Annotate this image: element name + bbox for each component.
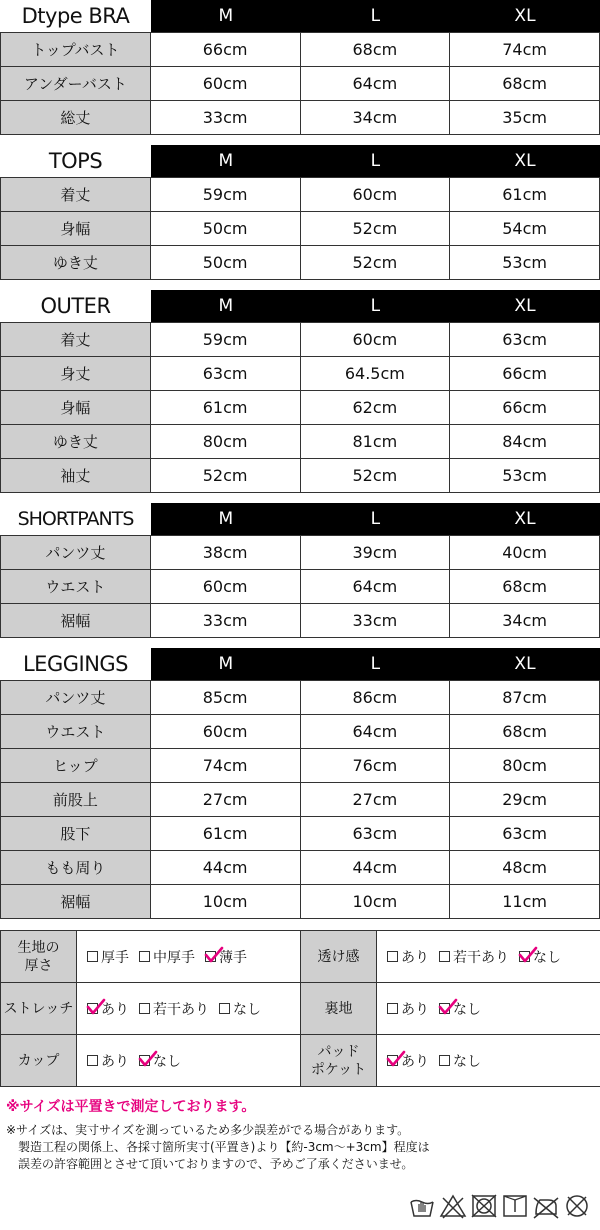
size-note-red: ※サイズは平置きで測定しております。 (6, 1099, 256, 1115)
checkbox-icon (387, 951, 398, 962)
measurement-cell: 60cm (301, 178, 451, 211)
size-table (0, 503, 600, 638)
option-label: あり (101, 1001, 129, 1018)
table-row (1, 749, 600, 783)
row-label: 前股上 (1, 783, 151, 816)
measurement-cell: 87cm (450, 681, 600, 714)
table-row (1, 604, 600, 638)
measurement-cell: 39cm (301, 536, 451, 569)
measurement-cell: 50cm (151, 212, 301, 245)
measurement-cell: 80cm (450, 749, 600, 782)
option-label: あり (401, 949, 429, 966)
measurement-cell: 10cm (151, 885, 301, 918)
row-label: ウエスト (1, 715, 151, 748)
fabric-row (1, 1035, 600, 1087)
option-group (377, 983, 600, 1034)
measurement-cell: 50cm (151, 246, 301, 279)
no-iron-icon (532, 1192, 560, 1220)
measurement-cell: 81cm (301, 425, 451, 458)
measurement-cell: 64cm (301, 67, 451, 100)
checkbox-icon (87, 951, 98, 962)
option-label: なし (453, 1001, 481, 1018)
option-label: なし (453, 1053, 481, 1070)
table-row (1, 681, 600, 715)
measurement-cell: 52cm (151, 459, 301, 492)
option-label: 若干あり (453, 949, 509, 966)
size-column-header: XL (514, 296, 536, 316)
checkbox-option (87, 999, 129, 1019)
option-group (77, 1035, 301, 1086)
checkbox-option (387, 1051, 429, 1071)
measurement-cell: 11cm (450, 885, 600, 918)
measurement-cell: 34cm (301, 101, 451, 134)
option-group (77, 931, 301, 982)
checkbox-option (139, 947, 195, 967)
fabric-label: 透け感 (301, 931, 377, 982)
table-row (1, 425, 600, 459)
size-table (0, 145, 600, 280)
row-label: トップバスト (1, 33, 151, 66)
table-title: TOPS (48, 149, 103, 173)
fabric-label: 生地の 厚さ (1, 931, 77, 982)
table-row (1, 715, 600, 749)
table-row (1, 459, 600, 493)
measurement-cell: 86cm (301, 681, 451, 714)
measurement-cell: 64cm (301, 570, 451, 603)
checkbox-icon (139, 1003, 150, 1014)
size-column-header: L (370, 296, 381, 316)
table-row (1, 357, 600, 391)
measurement-cell: 63cm (450, 323, 600, 356)
table-title: SHORTPANTS (17, 508, 134, 530)
disclaimer-line-2: 製造工程の関係上、各採寸箇所実寸(平置き)より【約-3cm〜+3cm】程度は (18, 1140, 430, 1154)
measurement-cell: 10cm (301, 885, 451, 918)
measurement-cell: 66cm (450, 391, 600, 424)
no-tumble-dry-icon (470, 1192, 498, 1220)
table-row (1, 536, 600, 570)
checkbox-icon (219, 1003, 230, 1014)
row-label: ヒップ (1, 749, 151, 782)
table-header (0, 0, 600, 32)
no-bleach-icon (439, 1192, 467, 1220)
measurement-cell: 52cm (301, 459, 451, 492)
size-header-bar (151, 648, 600, 680)
table-body (0, 680, 600, 919)
measurement-cell: 85cm (151, 681, 301, 714)
row-label: 身幅 (1, 212, 151, 245)
measurement-cell: 61cm (151, 391, 301, 424)
option-label: あり (401, 1053, 429, 1070)
row-label: 股下 (1, 817, 151, 850)
fabric-label: カップ (1, 1035, 77, 1086)
size-column-header: M (218, 151, 234, 171)
size-header-bar (151, 503, 600, 535)
fabric-row (1, 983, 600, 1035)
measurement-cell: 44cm (151, 851, 301, 884)
size-column-header: XL (514, 654, 536, 674)
no-dry-clean-icon (563, 1192, 591, 1220)
hand-wash-icon (408, 1192, 436, 1220)
size-column-header: M (218, 654, 234, 674)
measurement-cell: 74cm (151, 749, 301, 782)
size-header-bar (151, 145, 600, 177)
measurement-cell: 68cm (450, 67, 600, 100)
fabric-row (1, 931, 600, 983)
table-row (1, 391, 600, 425)
option-label: なし (533, 949, 561, 966)
measurement-cell: 52cm (301, 212, 451, 245)
table-row (1, 101, 600, 135)
checkbox-icon (87, 1055, 98, 1066)
table-row (1, 851, 600, 885)
size-header-bar (151, 290, 600, 322)
measurement-cell: 54cm (450, 212, 600, 245)
table-header (0, 290, 600, 322)
row-label: 袖丈 (1, 459, 151, 492)
checked-box-icon (439, 1003, 450, 1014)
row-label: もも周り (1, 851, 151, 884)
checkbox-icon (439, 951, 450, 962)
measurement-cell: 33cm (301, 604, 451, 637)
row-label: 裾幅 (1, 604, 151, 637)
measurement-cell: 40cm (450, 536, 600, 569)
measurement-cell: 64.5cm (301, 357, 451, 390)
checkbox-option (87, 947, 129, 967)
row-label: アンダーバスト (1, 67, 151, 100)
option-group (377, 931, 600, 982)
line-dry-icon (501, 1192, 529, 1220)
table-row (1, 212, 600, 246)
measurement-cell: 66cm (450, 357, 600, 390)
table-body (0, 177, 600, 280)
measurement-cell: 80cm (151, 425, 301, 458)
measurement-cell: 53cm (450, 459, 600, 492)
option-label: あり (101, 1053, 129, 1070)
option-label: 若干あり (153, 1001, 209, 1018)
table-row (1, 885, 600, 919)
size-column-header: M (218, 6, 234, 26)
option-label: 薄手 (219, 949, 247, 966)
size-column-header: M (218, 509, 234, 529)
option-group (77, 983, 301, 1034)
checkbox-option (439, 947, 509, 967)
table-header (0, 145, 600, 177)
measurement-cell: 60cm (151, 570, 301, 603)
fabric-label: 裏地 (301, 983, 377, 1034)
care-icons (408, 1192, 594, 1220)
checkbox-icon (439, 1055, 450, 1066)
table-row (1, 817, 600, 851)
measurement-cell: 27cm (301, 783, 451, 816)
row-label: 着丈 (1, 323, 151, 356)
measurement-cell: 59cm (151, 178, 301, 211)
size-header-bar (151, 0, 600, 32)
checked-box-icon (205, 951, 216, 962)
checkbox-option (387, 999, 429, 1019)
measurement-cell: 84cm (450, 425, 600, 458)
fabric-properties-table (0, 930, 600, 1087)
checkbox-option (519, 947, 561, 967)
checkbox-option (439, 1051, 481, 1071)
fabric-label: パッド ポケット (301, 1035, 377, 1086)
checked-box-icon (139, 1055, 150, 1066)
size-table (0, 648, 600, 919)
option-group (377, 1035, 600, 1086)
option-label: なし (233, 1001, 261, 1018)
row-label: 裾幅 (1, 885, 151, 918)
checkbox-option (439, 999, 481, 1019)
table-title: OUTER (40, 294, 111, 318)
row-label: ゆき丈 (1, 246, 151, 279)
option-label: なし (153, 1053, 181, 1070)
checkbox-option (139, 1051, 181, 1071)
disclaimer-line-3: 誤差の許容範囲とさせて頂いておりますので、予めご了承くださいませ。 (18, 1157, 414, 1171)
table-header (0, 648, 600, 680)
measurement-cell: 76cm (301, 749, 451, 782)
checked-box-icon (387, 1055, 398, 1066)
table-row (1, 323, 600, 357)
measurement-cell: 33cm (151, 604, 301, 637)
measurement-cell: 68cm (450, 570, 600, 603)
table-row (1, 178, 600, 212)
measurement-cell: 63cm (450, 817, 600, 850)
measurement-cell: 35cm (450, 101, 600, 134)
measurement-cell: 33cm (151, 101, 301, 134)
table-row (1, 783, 600, 817)
measurement-cell: 60cm (151, 67, 301, 100)
row-label: パンツ丈 (1, 681, 151, 714)
checkbox-option (205, 947, 247, 967)
size-column-header: XL (514, 509, 536, 529)
measurement-cell: 63cm (301, 817, 451, 850)
measurement-cell: 27cm (151, 783, 301, 816)
checkbox-option (387, 947, 429, 967)
measurement-cell: 48cm (450, 851, 600, 884)
measurement-cell: 59cm (151, 323, 301, 356)
row-label: ゆき丈 (1, 425, 151, 458)
row-label: 総丈 (1, 101, 151, 134)
size-column-header: L (370, 654, 381, 674)
option-label: あり (401, 1001, 429, 1018)
checked-box-icon (87, 1003, 98, 1014)
measurement-cell: 34cm (450, 604, 600, 637)
size-column-header: L (370, 151, 381, 171)
checkbox-icon (139, 951, 150, 962)
measurement-cell: 60cm (301, 323, 451, 356)
row-label: パンツ丈 (1, 536, 151, 569)
measurement-cell: 29cm (450, 783, 600, 816)
measurement-cell: 66cm (151, 33, 301, 66)
measurement-cell: 61cm (151, 817, 301, 850)
table-row (1, 67, 600, 101)
size-column-header: L (370, 6, 381, 26)
measurement-cell: 38cm (151, 536, 301, 569)
row-label: ウエスト (1, 570, 151, 603)
option-label: 厚手 (101, 949, 129, 966)
measurement-cell: 64cm (301, 715, 451, 748)
size-column-header: L (370, 509, 381, 529)
table-title: Dtype BRA (21, 4, 130, 28)
size-table (0, 0, 600, 135)
row-label: 着丈 (1, 178, 151, 211)
measurement-cell: 63cm (151, 357, 301, 390)
checkbox-option (219, 999, 261, 1019)
measurement-cell: 61cm (450, 178, 600, 211)
table-header (0, 503, 600, 535)
measurement-cell: 53cm (450, 246, 600, 279)
table-row (1, 246, 600, 280)
row-label: 身丈 (1, 357, 151, 390)
size-column-header: M (218, 296, 234, 316)
measurement-cell: 62cm (301, 391, 451, 424)
table-title: LEGGINGS (22, 652, 129, 676)
fabric-label: ストレッチ (1, 983, 77, 1034)
size-table (0, 290, 600, 493)
checkbox-option (87, 1051, 129, 1071)
table-body (0, 32, 600, 135)
disclaimer-line-1: ※サイズは、実寸サイズを測っているため多少誤差がでる場合があります。 (6, 1123, 410, 1137)
table-row (1, 570, 600, 604)
measurement-cell: 52cm (301, 246, 451, 279)
measurement-cell: 44cm (301, 851, 451, 884)
row-label: 身幅 (1, 391, 151, 424)
checkbox-icon (387, 1003, 398, 1014)
size-disclaimer (6, 1122, 596, 1173)
checkbox-option (139, 999, 209, 1019)
size-column-header: XL (514, 6, 536, 26)
table-body (0, 535, 600, 638)
size-column-header: XL (514, 151, 536, 171)
table-row (1, 33, 600, 67)
table-body (0, 322, 600, 493)
measurement-cell: 74cm (450, 33, 600, 66)
checked-box-icon (519, 951, 530, 962)
measurement-cell: 60cm (151, 715, 301, 748)
option-label: 中厚手 (153, 949, 195, 966)
measurement-cell: 68cm (450, 715, 600, 748)
measurement-cell: 68cm (301, 33, 451, 66)
